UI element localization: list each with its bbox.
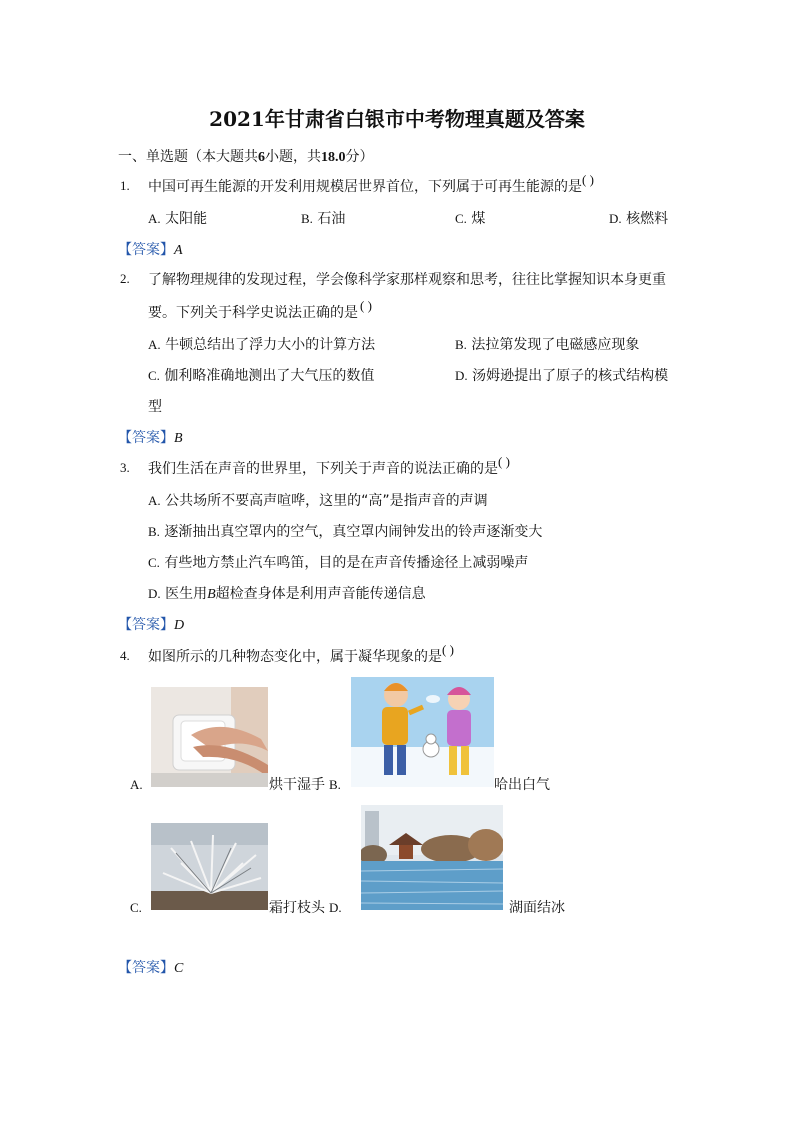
q3-option-d <box>148 583 426 603</box>
option-key: B. <box>301 211 313 226</box>
q2-answer <box>118 427 183 447</box>
answer-label: 【答案】 <box>118 617 174 633</box>
q2-stem-line1: 了解物理规律的发现过程，学会像科学家那样观察和思考，往往比掌握知识本身更重 <box>148 272 666 288</box>
q2-option-b <box>455 334 639 354</box>
q4-answer <box>118 957 183 977</box>
q2-option-c <box>148 365 374 385</box>
q4-option-b-caption: 哈出白气 <box>494 777 550 793</box>
q4-number: 4. <box>120 648 130 663</box>
q2-option-d <box>455 365 668 385</box>
q4-option-a-caption: 烘干湿手 <box>269 777 325 793</box>
q4-option-b-key: B. <box>329 777 341 792</box>
q1-option-d <box>609 208 668 228</box>
page-title: 2021年甘肃省白银市中考物理真题及答案 <box>209 107 585 131</box>
q2-option-d-cont: 型 <box>148 399 162 415</box>
q1-answer <box>118 239 183 259</box>
option-text: 逐渐抽出真空罩内的空气，真空罩内闹钟发出的铃声逐渐变大 <box>164 524 543 540</box>
option-text: 太阳能 <box>165 211 208 227</box>
option-key: D. <box>609 211 622 226</box>
q4-option-a-key: A. <box>130 777 143 792</box>
option-text: 牛顿总结出了浮力大小的计算方法 <box>165 337 376 353</box>
option-text: 有些地方禁止汽车鸣笛，目的是在声音传播途径上减弱噪声 <box>164 555 529 571</box>
q4-option-c-key: C. <box>130 900 142 915</box>
option-key: D. <box>455 368 468 383</box>
option-key: C. <box>148 368 160 383</box>
option-text: 核燃料 <box>626 211 669 227</box>
q3-paren: ( ) <box>498 454 510 469</box>
answer-value: A <box>174 243 183 258</box>
q4-option-d-caption: 湖面结冰 <box>509 900 565 916</box>
q3-option-c <box>148 552 528 572</box>
option-key: A. <box>148 211 161 226</box>
answer-value: D <box>174 618 185 633</box>
q3-answer <box>118 614 184 634</box>
q1-number: 1. <box>120 178 130 193</box>
question-count: 6 <box>258 150 265 165</box>
option-text: 石油 <box>317 211 346 227</box>
q2-stem-line2: 要。下列关于科学史说法正确的是 <box>148 305 358 321</box>
option-text: 煤 <box>471 211 486 227</box>
q2-paren: ( ) <box>360 298 372 313</box>
q4-option-d-key: D. <box>329 900 342 915</box>
q4-paren: ( ) <box>442 642 454 657</box>
q1-stem: 中国可再生能源的开发利用规模居世界首位，下列属于可再生能源的是 <box>148 179 582 195</box>
option-key: D. <box>148 586 161 601</box>
option-text: 超检查身体是利用声音能传递信息 <box>215 586 426 602</box>
option-key: B. <box>455 337 467 352</box>
section-prefix: 一、单选题（本大题共 <box>118 149 258 165</box>
frost-branches-image <box>151 823 268 910</box>
q4-option-c-caption: 霜打枝头 <box>269 900 325 916</box>
answer-value: B <box>174 431 183 446</box>
option-key: B. <box>148 524 160 539</box>
answer-label: 【答案】 <box>118 430 174 446</box>
q1-option-a <box>148 208 207 228</box>
option-key: C. <box>148 555 160 570</box>
answer-label: 【答案】 <box>118 960 174 976</box>
q1-option-b <box>301 208 345 228</box>
option-key: C. <box>455 211 467 226</box>
option-text: 公共场所不要高声喧哗，这里的“高”是指声音的声调 <box>165 493 488 509</box>
section-mid: 小题，共 <box>265 149 321 165</box>
option-text: 伽利略准确地测出了大气压的数值 <box>164 368 375 384</box>
section-heading <box>118 146 374 166</box>
option-text: 汤姆逊提出了原子的核式结构模 <box>472 368 669 384</box>
q1-option-c <box>455 208 485 228</box>
option-text-italic: B <box>207 587 216 602</box>
q3-number: 3. <box>120 460 130 475</box>
option-key: A. <box>148 337 161 352</box>
answer-value: C <box>174 961 184 976</box>
q2-number: 2. <box>120 271 130 286</box>
option-key: A. <box>148 493 161 508</box>
q3-option-b <box>148 521 542 541</box>
q3-option-a <box>148 490 488 510</box>
q1-paren: ( ) <box>582 172 594 187</box>
frozen-lake-image <box>361 805 503 910</box>
kids-breath-image <box>351 677 494 787</box>
option-text: 法拉第发现了电磁感应现象 <box>471 337 640 353</box>
hand-dryer-image <box>151 687 268 787</box>
section-suffix: 分） <box>345 149 374 165</box>
answer-label: 【答案】 <box>118 242 174 258</box>
option-text: 医生用 <box>165 586 208 602</box>
q4-stem: 如图所示的几种物态变化中，属于凝华现象的是 <box>148 649 442 665</box>
q3-stem: 我们生活在声音的世界里，下列关于声音的说法正确的是 <box>148 461 498 477</box>
total-points: 18.0 <box>321 150 346 165</box>
q2-option-a <box>148 334 375 354</box>
